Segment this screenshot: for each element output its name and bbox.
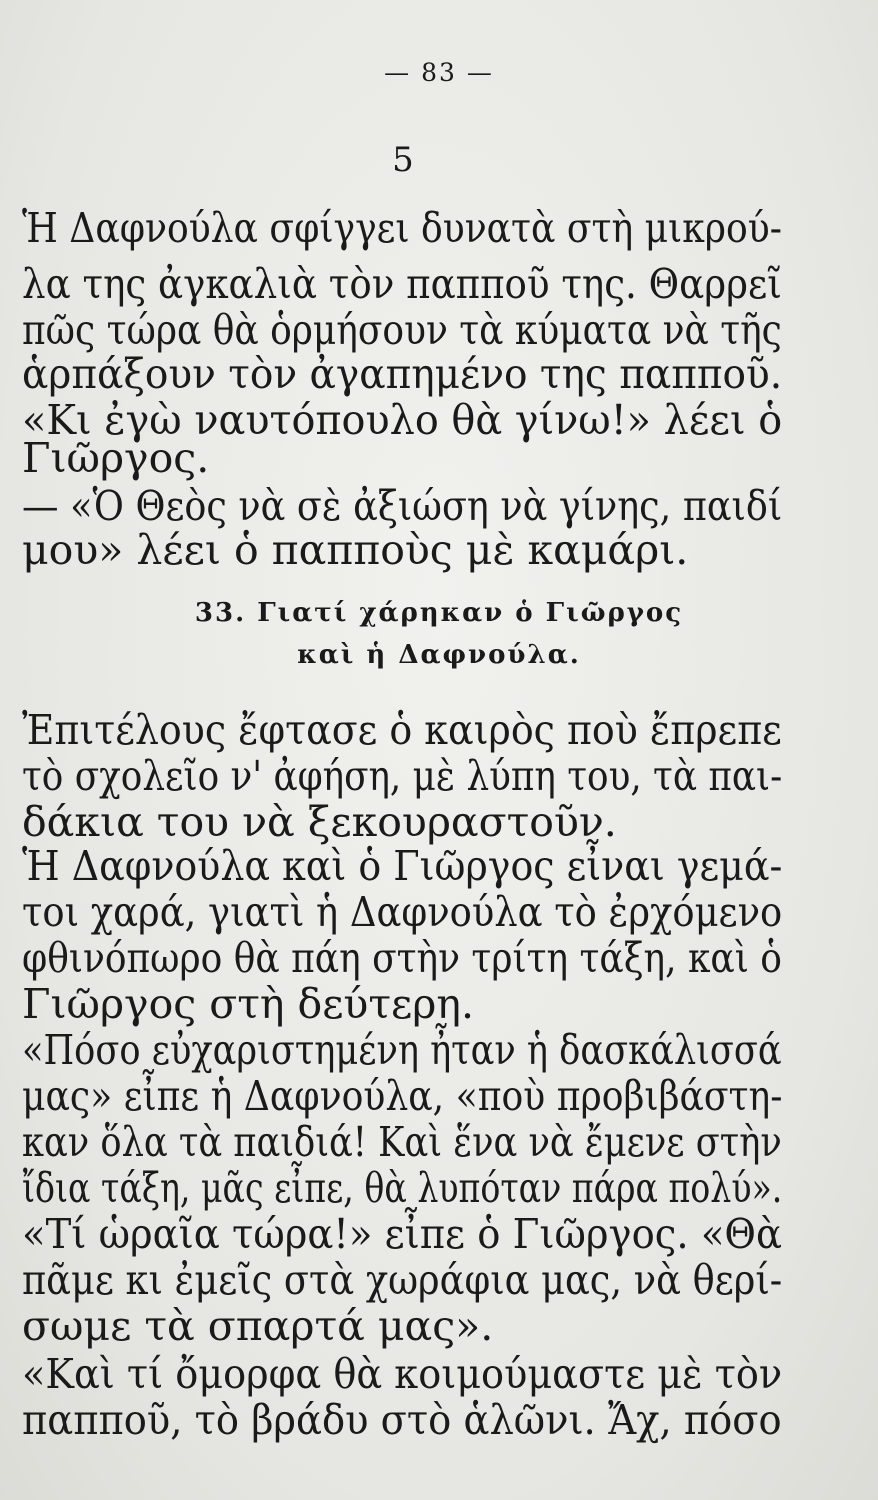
text-line: Γιῶργος στὴ δεύτερη. <box>22 980 474 1028</box>
section-number: 5 <box>392 140 414 180</box>
text-line: μου» λέει ὁ παπποὺς μὲ καμάρι. <box>22 526 689 574</box>
page-number: — 83 — <box>384 58 494 87</box>
text-line: πῶς τώρα θὰ ὁρμήσουν τὰ κύματα νὰ τῆς <box>22 306 782 354</box>
text-line: καν ὅλα τὰ παιδιά! Καὶ ἕνα νὰ ἔμενε στὴν <box>22 1118 782 1166</box>
text-line: Γιῶργος. <box>22 434 210 482</box>
text-line: μας» εἶπε ἡ Δαφνούλα, «ποὺ προβιβάστη- <box>22 1072 783 1120</box>
text-line: Ἡ Δαφνούλα καὶ ὁ Γιῶργος εἶναι γεμά- <box>22 842 783 890</box>
text-line: λα της ἀγκαλιὰ τὸν παπποῦ της. Θαρρεῖ <box>22 260 782 308</box>
text-line: φθινόπωρο θὰ πάη στὴν τρίτη τάξη, καὶ ὁ <box>22 934 782 982</box>
text-line: Ἐπιτέλους ἔφτασε ὁ καιρὸς ποὺ ἔπρεπε <box>22 706 782 754</box>
text-line: ἴδια τάξη, μᾶς εἶπε, θὰ λυπόταν πάρα πολύ». <box>22 1164 783 1212</box>
text-line: «Κι ἐγὼ ναυτόπουλο θὰ γίνω!» λέει ὁ <box>22 396 783 444</box>
text-line: δάκια του νὰ ξεκουραστοῦν. <box>22 798 617 846</box>
text-line: — «Ὁ Θεὸς νὰ σὲ ἀξιώση νὰ γίνης, παιδί <box>22 482 783 530</box>
text-line: παπποῦ, τὸ βράδυ στὸ ἁλῶνι. Ἄχ, πόσο <box>22 1396 782 1444</box>
text-line: Ἡ Δαφνούλα σφίγγει δυνατὰ στὴ μικρού- <box>22 204 782 252</box>
text-line: «Τί ὡραῖα τώρα!» εἶπε ὁ Γιῶργος. «Θὰ <box>22 1210 782 1258</box>
text-line: πᾶμε κι ἐμεῖς στὰ χωράφια μας, νὰ θερί- <box>22 1256 783 1304</box>
text-line: τοι χαρά, γιατὶ ἡ Δαφνούλα τὸ ἐρχόμενο <box>22 888 783 936</box>
text-line: ἁρπάξουν τὸν ἀγαπημένο της παπποῦ. <box>22 350 783 398</box>
text-line: «Καὶ τί ὄμορφα θὰ κοιμούμαστε μὲ τὸν <box>22 1350 783 1398</box>
text-line: «Πόσο εὐχαριστημένη ἦταν ἡ δασκάλισσά <box>22 1026 782 1074</box>
text-line: τὸ σχολεῖο ν' ἀφήση, μὲ λύπη του, τὰ παι- <box>22 752 783 800</box>
text-line: σωμε τὰ σπαρτά μας». <box>22 1302 494 1350</box>
chapter-heading-line-1: 33. Γιατί χάρηκαν ὁ Γιῶργος <box>194 598 684 628</box>
chapter-heading-line-2: καὶ ἡ Δαφνούλα. <box>297 640 581 670</box>
